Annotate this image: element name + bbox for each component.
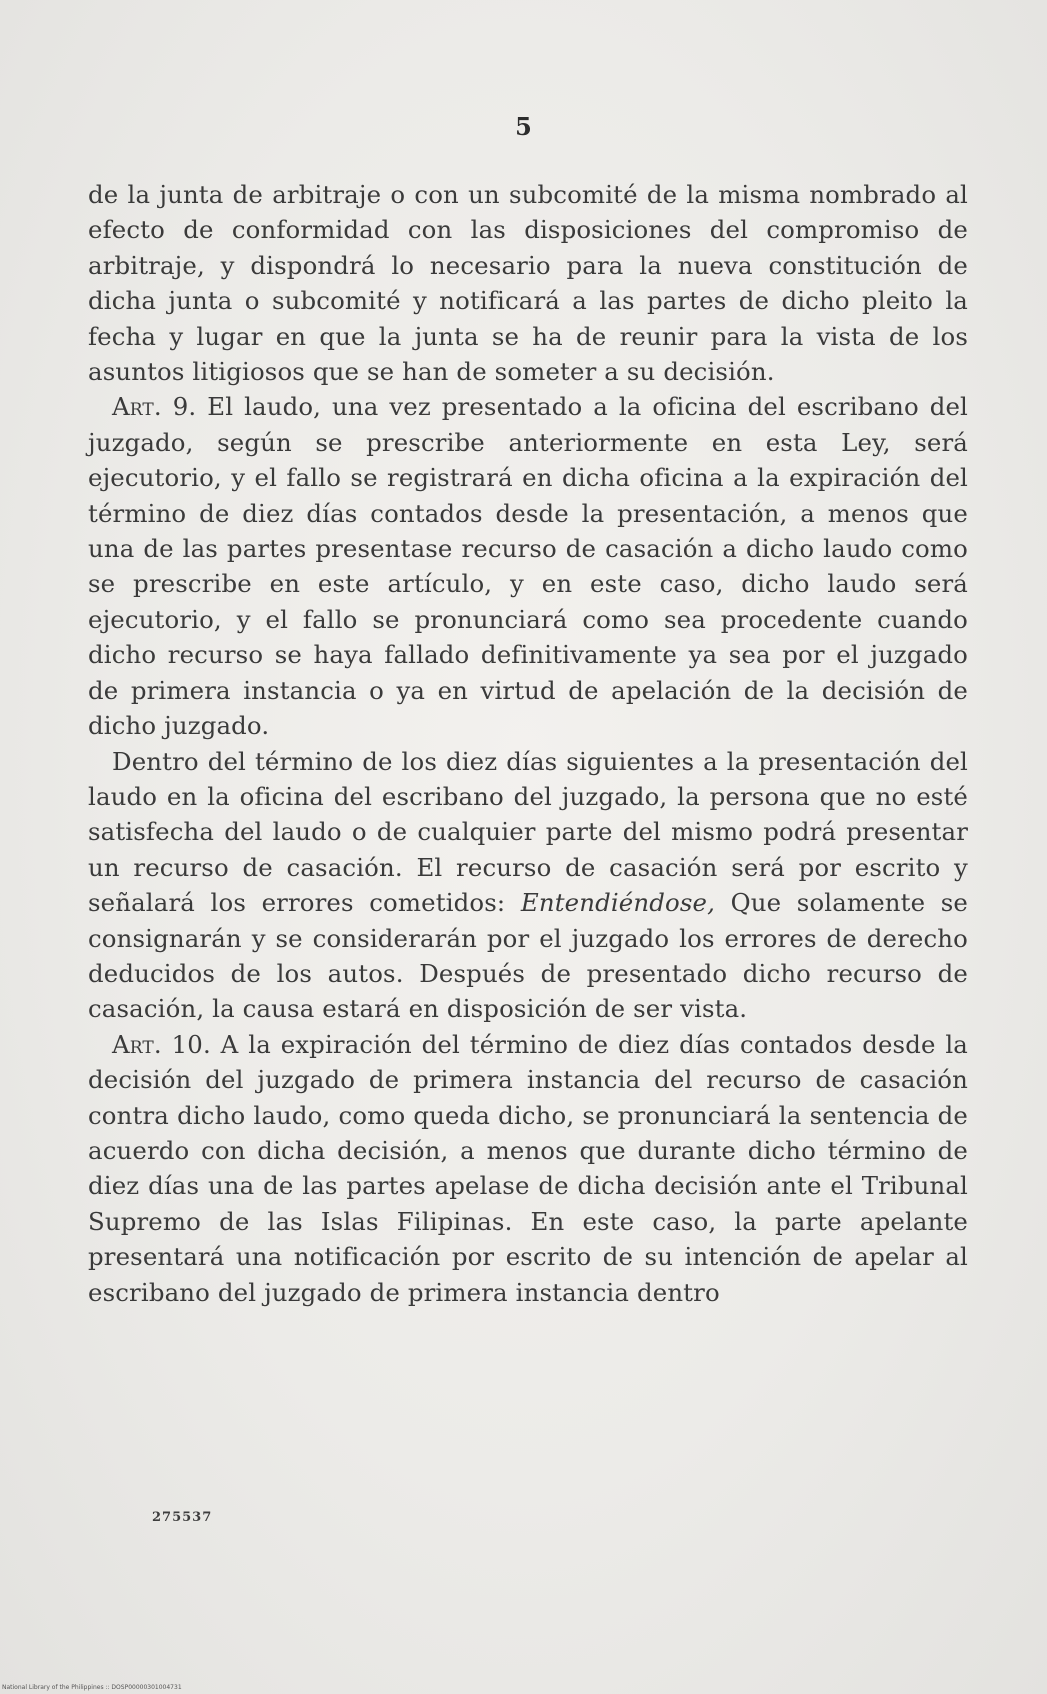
paragraph-appeal-term <box>88 744 968 1027</box>
paragraph-text: Dentro del término de los diez días siguientes a la presentación del laudo en la oficina del escribano del juzgado, la persona que no esté satisfecha del laudo o de cualquier parte del mismo podrá presentar un recurso de casación. El recurso de casación será por escrito y señalará los errores cometidos: <box>88 746 968 918</box>
paragraph-text: Que solamente se consignarán y se considerarán por el juzgado los errores de derecho deducidos de los autos. Después de presentado dicho recurso de casación, la causa estará en disposición de ser vista. <box>88 888 969 1024</box>
footer-credit: National Library of the Philippines :: DOSP00000301004731 <box>2 1684 182 1691</box>
paragraph-text: A la expiración del término de diez días contados desde la decisión del juzgado de primera instancia del recurso de casación contra dicho laudo, como queda dicho, se pronunciará la sentencia de acuerdo con dicha decisión, a menos que durante dicho término de diez días una de las partes apelase de dicha decisión ante el Tribunal Supremo de las Islas Filipinas. En este caso, la parte apelante presentará una notificación por escrito de su intención de apelar al escribano del juzgado de primera instancia dentro <box>88 1029 969 1307</box>
paragraph-continuation <box>88 177 968 389</box>
article-label: Art. 10. <box>112 1029 211 1059</box>
page-number: 5 <box>515 112 532 141</box>
paragraph-article-9 <box>88 389 968 743</box>
paragraph-article-10 <box>88 1027 968 1310</box>
paragraph-emphasis: Entendiéndose, <box>520 888 716 918</box>
printer-signature-mark: 275537 <box>152 1510 213 1525</box>
body-text <box>88 177 968 1310</box>
paragraph-text: de la junta de arbitraje o con un subcomité de la misma nombrado al efecto de conformidad con las disposiciones del compromiso de arbitraje, y dispondrá lo necesario para la nueva constitución de dicha junta o subcomité y notificará a las partes de dicho pleito la fecha y lugar en que la junta se ha de reunir para la vista de los asuntos litigiosos que se han de someter a su decisión. <box>88 180 968 387</box>
paragraph-text: El laudo, una vez presentado a la oficina del escribano del juzgado, según se prescribe anteriormente en esta Ley, será ejecutorio, y el fallo se registrará en dicha oficina a la expiración del término de diez días contados desde la presentación, a menos que una de las partes presentase recurso de casación a dicho laudo como se prescribe en este artículo, y en este caso, dicho laudo será ejecutorio, y el fallo se pronunciará como sea procedente cuando dicho recurso se haya fallado definitivamente ya sea por el juzgado de primera instancia o ya en virtud de apelación de la decisión de dicho juzgado. <box>88 392 969 741</box>
article-label: Art. 9. <box>112 392 197 422</box>
